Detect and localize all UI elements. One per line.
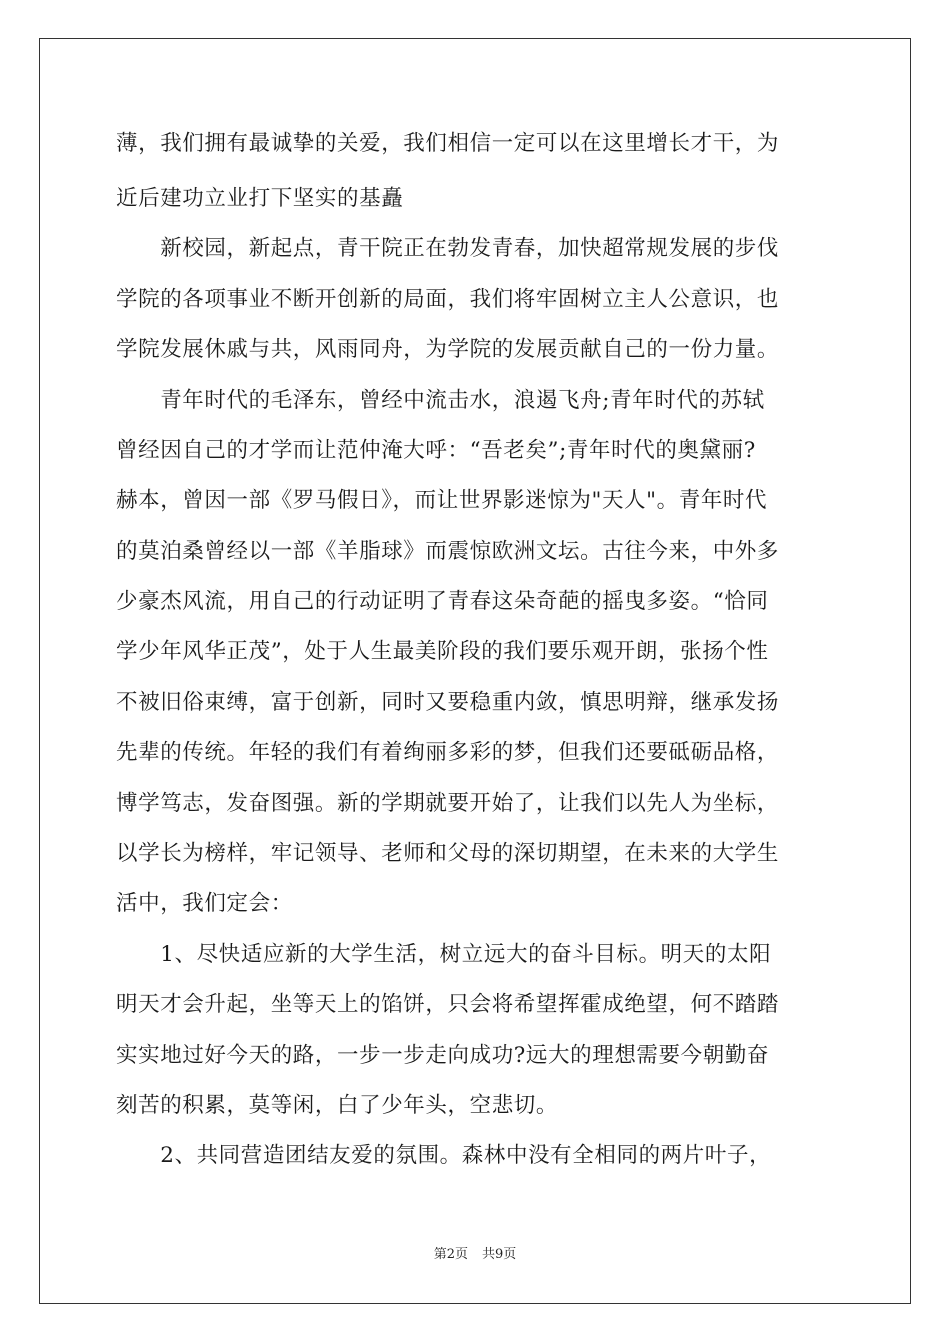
- text-line: 薄，我们拥有最诚挚的关爱，我们相信一定可以在这里增长才干，为: [116, 131, 780, 156]
- text-line: 以学长为榜样，牢记领导、老师和父母的深切期望，在未来的大学生: [116, 841, 780, 866]
- text-line: 刻苦的积累，莫等闲，白了少年头，空悲切。: [116, 1093, 559, 1118]
- text-line: 学院的各项事业不断开创新的局面，我们将牢固树立主人公意识，也: [116, 287, 780, 312]
- text-line: 先辈的传统。年轻的我们有着绚丽多彩的梦，但我们还要砥砺品格，: [116, 740, 780, 765]
- text-line: 活中，我们定会：: [116, 891, 293, 916]
- text-line: 明天才会升起，坐等天上的馅饼，只会将希望挥霍成绝望，何不踏踏: [116, 992, 780, 1017]
- text-line: 赫本，曾因一部《罗马假日》，而让世界影迷惊为"天人"。青年时代: [116, 488, 768, 513]
- text-line: 学院发展休戚与共，风雨同舟，为学院的发展贡献自己的一份力量。: [116, 337, 780, 362]
- text-line: 近后建功立业打下坚实的基矗: [116, 186, 404, 211]
- text-line: 少豪杰风流，用自己的行动证明了青春这朵奇葩的摇曳多姿。“恰同: [116, 589, 769, 614]
- text-line: 新校园，新起点，青干院正在勃发青春，加快超常规发展的步伐: [116, 236, 780, 261]
- text-line: 博学笃志，发奋图强。新的学期就要开始了，让我们以先人为坐标，: [116, 791, 780, 816]
- page-total: 共9页: [482, 1247, 517, 1262]
- text-line: 曾经因自己的才学而让范仲淹大呼：“吾老矣”;青年时代的奥黛丽?: [116, 438, 756, 463]
- text-line: 不被旧俗束缚，富于创新，同时又要稳重内敛，慎思明辩，继承发扬: [116, 690, 780, 715]
- text-line: 青年时代的毛泽东，曾经中流击水，浪遏飞舟;青年时代的苏轼: [116, 388, 765, 413]
- page-number: 第2页: [433, 1247, 468, 1262]
- page-footer: [0, 1246, 950, 1264]
- text-line: 的莫泊桑曾经以一部《羊脂球》而震惊欧洲文坛。古往今来，中外多: [116, 539, 780, 564]
- text-line: 实实地过好今天的路，一步一步走向成功?远大的理想需要今朝勤奋: [116, 1043, 770, 1068]
- text-line: 学少年风华正茂”，处于人生最美阶段的我们要乐观开朗，张扬个性: [116, 639, 769, 664]
- text-line: 1、尽快适应新的大学生活，树立远大的奋斗目标。明天的太阳: [116, 942, 772, 967]
- text-line: 2、共同营造团结友爱的氛围。森林中没有全相同的两片叶子，: [116, 1143, 772, 1168]
